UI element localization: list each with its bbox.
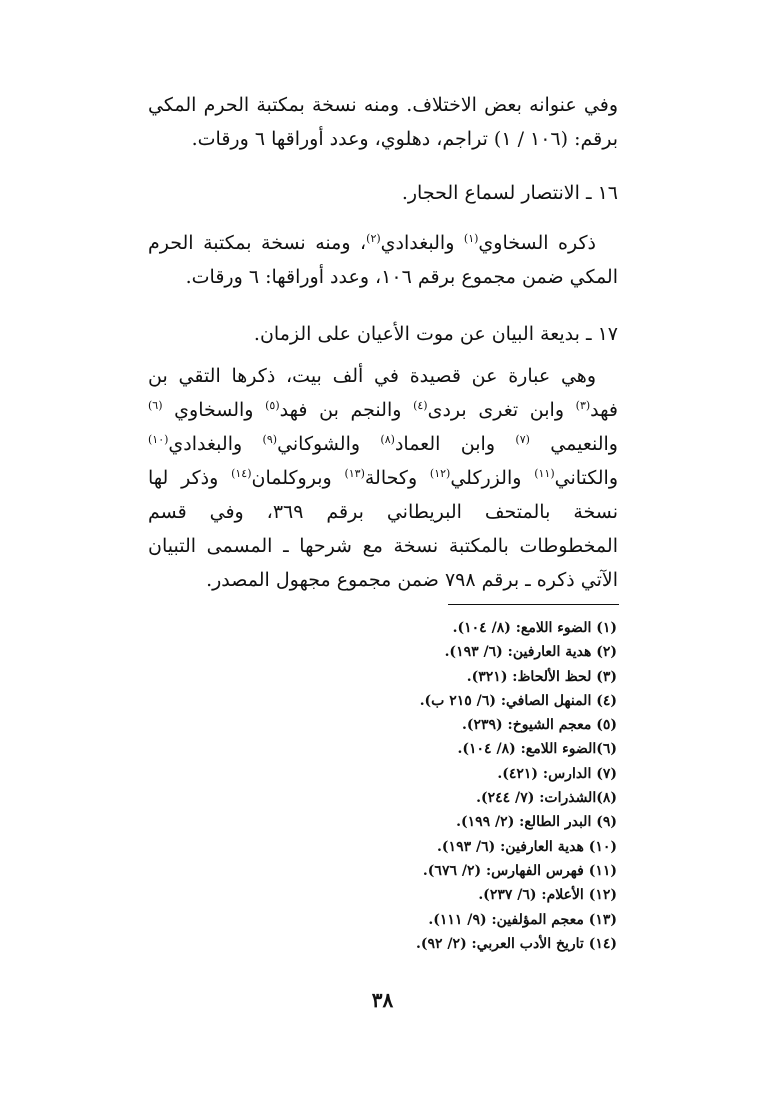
footnote-ref-12: (١٢) (429, 467, 451, 480)
text-run: وكحالة (364, 467, 430, 489)
page-number: ٣٨ (371, 988, 394, 1012)
footnote-2: (٢) هدية العارفين: (٦/ ١٩٣). (444, 644, 617, 661)
footnote-8: (٨)الشذرات: (٧/ ٢٤٤). (476, 790, 617, 807)
footnotes-list (416, 616, 617, 956)
footnote-13: (١٣) معجم المؤلفين: (٩/ ١١١). (428, 911, 617, 928)
footnote-ref-13: (١٣) (344, 467, 365, 480)
text-run: والنجم بن فهد (279, 399, 414, 421)
footnote-ref-14: (١٤) (231, 467, 252, 480)
entry-heading-16: ١٦ ـ الانتصار لسماع الحجار. (401, 182, 618, 204)
footnote-ref-9: (٩) (262, 433, 278, 446)
footnote-ref-5: (٥) (265, 399, 280, 412)
text-run: ، ومنه نسخة بمكتبة الحرم المكي ضمن مجموع برقم ١٠٦، وعدد أوراقها: ٦ ورقات. (148, 232, 618, 288)
footnote-ref-6: (٦) (148, 399, 163, 412)
footnote-11: (١١) فهرس الفهارس: (٢/ ٦٧٦). (422, 862, 617, 879)
text-run: والشوكاني (277, 433, 381, 455)
footnote-ref-10: (١٠) (148, 433, 169, 446)
footnote-5: (٥) معجم الشيوخ: (٢٣٩). (461, 717, 617, 734)
text-run: وهي عبارة عن قصيدة في ألف بيت، ذكرها التقي بن فهد (148, 365, 618, 421)
text-run: وابن العماد (394, 433, 516, 455)
footnote-4: (٤) المنهل الصافي: (٦/ ٢١٥ ب). (419, 692, 617, 709)
text-run: وابن تغرى بردى (427, 399, 576, 421)
footnote-9: (٩) البدر الطالع: (٢/ ١٩٩). (456, 814, 617, 831)
text-run: والبغدادي (168, 433, 263, 455)
footnote-ref-7: (٧) (515, 433, 530, 446)
text-run: ذكره السخاوي (478, 232, 596, 254)
footnote-ref-11: (١١) (534, 467, 555, 480)
footnote-1: (١) الضوء اللامع: (٨/ ١٠٤). (452, 620, 617, 636)
footnote-ref-1: (١) (463, 232, 479, 245)
footnote-ref-2: (٢) (366, 232, 381, 245)
footnote-divider (448, 604, 619, 605)
footnote-14: (١٤) تاريخ الأدب العربي: (٢/ ٩٢). (415, 935, 617, 952)
text-run: وبروكلمان (251, 467, 345, 489)
footnote-ref-8: (٨) (380, 433, 395, 446)
footnote-ref-3: (٣) (575, 399, 591, 412)
entry-heading-17: ١٧ ـ بديعة البيان عن موت الأعيان على الزمان. (253, 323, 618, 345)
footnote-3: (٣) لحظ الألحاظ: (٣٢١). (466, 668, 617, 685)
footnote-ref-4: (٤) (413, 399, 428, 412)
text-run: والبغدادي (380, 232, 464, 254)
paragraph-manuscript-note: وفي عنوانه بعض الاختلاف. ومنه نسخة بمكتبة الحرم المكي برقم: (١٠٦ / ١) تراجم، دهلوي، وعدد أوراقها ٦ ورقات. (148, 94, 618, 150)
paragraph-entry-17 (148, 359, 618, 597)
text-run: والنعيمي (529, 433, 618, 455)
text-run: وذكر لها نسخة بالمتحف البريطاني برقم ٣٦٩، وفي قسم المخطوطات بالمكتبة نسخة مع شرحها ـ المسمى التبيان الآتي ذكره ـ برقم ٧٩٨ ضمن مجموع مجهول المصدر. (148, 467, 619, 591)
text-run: والسخاوي (162, 399, 266, 421)
footnote-6: (٦)الضوء اللامع: (٨/ ١٠٤). (457, 741, 617, 758)
text-run: والكتاني (554, 467, 618, 489)
footnote-10: (١٠) هدية العارفين: (٦/ ١٩٣). (437, 838, 617, 855)
paragraph-entry-16 (148, 226, 618, 294)
footnote-7: (٧) الدارس: (٤٢١). (497, 765, 617, 782)
footnote-12: (١٢) الأعلام: (٦/ ٢٣٧). (478, 887, 617, 904)
text-run: والزركلي (450, 467, 535, 489)
